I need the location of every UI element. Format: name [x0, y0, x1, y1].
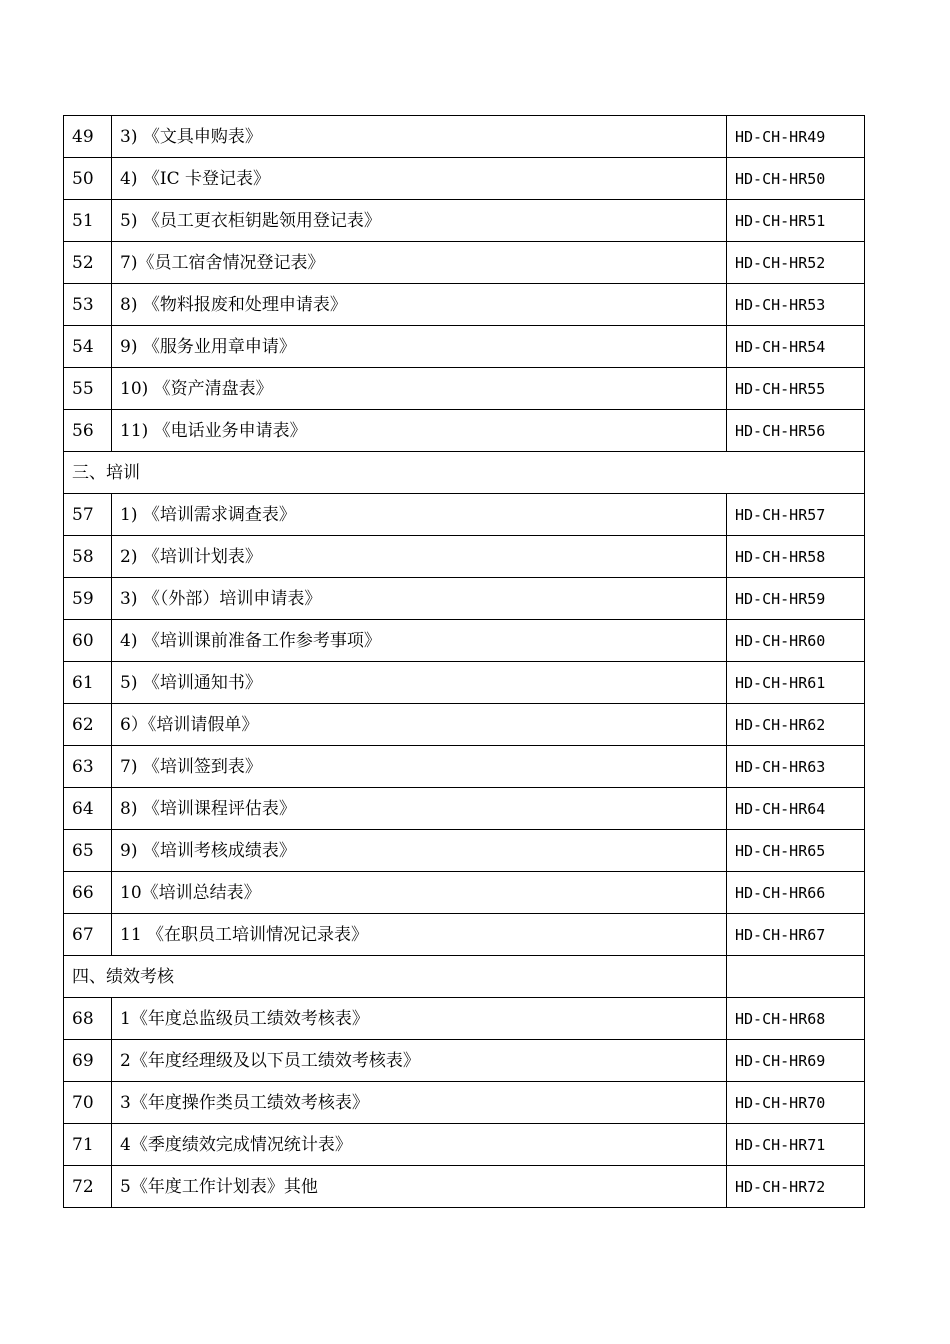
table-row: [64, 410, 865, 452]
table-row: [64, 158, 865, 200]
form-name: 5) 《员工更衣柜钥匙领用登记表》: [112, 200, 727, 242]
table-row: [64, 662, 865, 704]
form-name: 3) 《文具申购表》: [112, 116, 727, 158]
table-row: [64, 200, 865, 242]
form-code: HD-CH-HR57: [727, 494, 865, 536]
form-code: HD-CH-HR55: [727, 368, 865, 410]
form-name: 6）《培训请假单》: [112, 704, 727, 746]
section-header-row: [64, 452, 865, 494]
table-row: [64, 326, 865, 368]
form-name: 11 《在职员工培训情况记录表》: [112, 914, 727, 956]
form-code: HD-CH-HR66: [727, 872, 865, 914]
form-name: 9) 《服务业用章申请》: [112, 326, 727, 368]
row-number: 65: [64, 830, 112, 872]
row-number: 66: [64, 872, 112, 914]
row-number: 69: [64, 1040, 112, 1082]
form-name: 10) 《资产清盘表》: [112, 368, 727, 410]
table-row: [64, 284, 865, 326]
table-row: [64, 746, 865, 788]
row-number: 51: [64, 200, 112, 242]
table-row: [64, 536, 865, 578]
form-code: HD-CH-HR62: [727, 704, 865, 746]
table-row: [64, 242, 865, 284]
table-row: [64, 116, 865, 158]
section-title: 四、绩效考核: [64, 956, 727, 998]
row-number: 49: [64, 116, 112, 158]
form-code: HD-CH-HR69: [727, 1040, 865, 1082]
form-code: HD-CH-HR49: [727, 116, 865, 158]
row-number: 53: [64, 284, 112, 326]
form-code: HD-CH-HR64: [727, 788, 865, 830]
form-name: 5《年度工作计划表》其他: [112, 1166, 727, 1208]
row-number: 55: [64, 368, 112, 410]
row-number: 54: [64, 326, 112, 368]
form-name: 4) 《IC 卡登记表》: [112, 158, 727, 200]
form-code: HD-CH-HR65: [727, 830, 865, 872]
form-code: HD-CH-HR70: [727, 1082, 865, 1124]
form-code: HD-CH-HR71: [727, 1124, 865, 1166]
section-title: 三、培训: [64, 452, 865, 494]
form-name: 7)《员工宿舍情况登记表》: [112, 242, 727, 284]
row-number: 63: [64, 746, 112, 788]
table-row: [64, 368, 865, 410]
table-row: [64, 872, 865, 914]
table-row: [64, 830, 865, 872]
form-name: 5) 《培训通知书》: [112, 662, 727, 704]
table-row: [64, 1040, 865, 1082]
table-row: [64, 620, 865, 662]
row-number: 72: [64, 1166, 112, 1208]
row-number: 70: [64, 1082, 112, 1124]
form-code: HD-CH-HR53: [727, 284, 865, 326]
form-name: 1《年度总监级员工绩效考核表》: [112, 998, 727, 1040]
form-name: 9) 《培训考核成绩表》: [112, 830, 727, 872]
row-number: 60: [64, 620, 112, 662]
form-code: HD-CH-HR58: [727, 536, 865, 578]
form-code: HD-CH-HR50: [727, 158, 865, 200]
row-number: 58: [64, 536, 112, 578]
row-number: 61: [64, 662, 112, 704]
form-name: 2) 《培训计划表》: [112, 536, 727, 578]
form-code: HD-CH-HR51: [727, 200, 865, 242]
table-body: [64, 116, 865, 1208]
table-row: [64, 1124, 865, 1166]
form-name: 8) 《培训课程评估表》: [112, 788, 727, 830]
table-row: [64, 704, 865, 746]
form-code: HD-CH-HR72: [727, 1166, 865, 1208]
form-name: 4《季度绩效完成情况统计表》: [112, 1124, 727, 1166]
form-name: 7) 《培训签到表》: [112, 746, 727, 788]
table-row: [64, 998, 865, 1040]
form-code: HD-CH-HR60: [727, 620, 865, 662]
section-header-row: [64, 956, 865, 998]
table-row: [64, 494, 865, 536]
form-code: HD-CH-HR54: [727, 326, 865, 368]
row-number: 68: [64, 998, 112, 1040]
form-code: HD-CH-HR52: [727, 242, 865, 284]
table-row: [64, 1166, 865, 1208]
form-code: HD-CH-HR59: [727, 578, 865, 620]
form-name: 4) 《培训课前准备工作参考事项》: [112, 620, 727, 662]
forms-index-table: [63, 115, 865, 1208]
row-number: 52: [64, 242, 112, 284]
form-name: 8) 《物料报废和处理申请表》: [112, 284, 727, 326]
table-row: [64, 578, 865, 620]
empty-code-cell: [727, 956, 865, 998]
form-code: HD-CH-HR63: [727, 746, 865, 788]
form-code: HD-CH-HR56: [727, 410, 865, 452]
form-code: HD-CH-HR67: [727, 914, 865, 956]
row-number: 67: [64, 914, 112, 956]
row-number: 57: [64, 494, 112, 536]
table-row: [64, 788, 865, 830]
form-name: 11) 《电话业务申请表》: [112, 410, 727, 452]
form-name: 3《年度操作类员工绩效考核表》: [112, 1082, 727, 1124]
row-number: 50: [64, 158, 112, 200]
form-name: 10《培训总结表》: [112, 872, 727, 914]
row-number: 62: [64, 704, 112, 746]
table-row: [64, 914, 865, 956]
form-name: 3) 《（外部）培训申请表》: [112, 578, 727, 620]
row-number: 56: [64, 410, 112, 452]
row-number: 59: [64, 578, 112, 620]
form-name: 1) 《培训需求调查表》: [112, 494, 727, 536]
form-code: HD-CH-HR68: [727, 998, 865, 1040]
table-row: [64, 1082, 865, 1124]
form-code: HD-CH-HR61: [727, 662, 865, 704]
row-number: 64: [64, 788, 112, 830]
row-number: 71: [64, 1124, 112, 1166]
form-name: 2《年度经理级及以下员工绩效考核表》: [112, 1040, 727, 1082]
